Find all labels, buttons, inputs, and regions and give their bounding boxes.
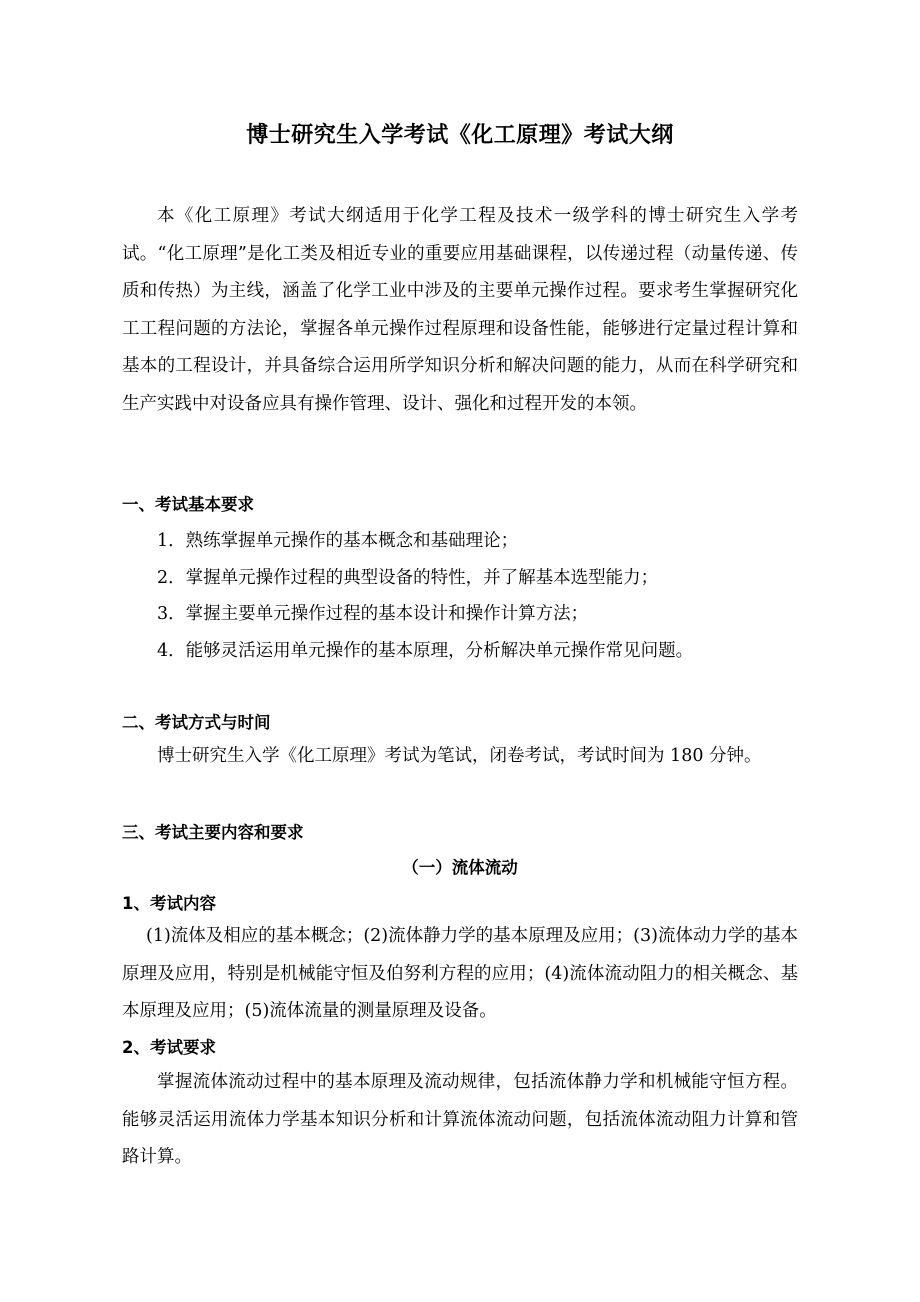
document-title: 博士研究生入学考试《化工原理》考试大纲	[246, 123, 674, 148]
section3-heading: 三、考试主要内容和要求	[122, 823, 304, 842]
exam-format-text: 博士研究生入学《化工原理》考试为笔试，闭卷考试，考试时间为 180 分钟。	[157, 746, 762, 766]
section2-heading: 二、考试方式与时间	[122, 713, 271, 732]
content-heading: 1、考试内容	[122, 894, 216, 913]
requirement-item-1: 1．熟练掌握单元操作的基本概念和基础理论；	[157, 531, 519, 551]
requirement-item-4: 4．能够灵活运用单元操作的基本原理，分析解决单元操作常见问题。	[157, 641, 694, 661]
requirements-paragraph: 掌握流体流动过程中的基本原理及流动规律，包括流体静力学和机械能守恒方程。能够灵活运用流体力学基本知识分析和计算流体流动问题，包括流体流动阻力计算和管路计算。	[122, 1072, 798, 1167]
part1-title: （一）流体流动	[402, 858, 518, 877]
section1-heading: 一、考试基本要求	[122, 495, 254, 514]
requirement-item-3: 3．掌握主要单元操作过程的基本设计和操作计算方法；	[157, 604, 589, 624]
content-paragraph: (1)流体及相应的基本概念；(2)流体静力学的基本原理及应用；(3)流体动力学的基本原理及应用，特别是机械能守恒及伯努利方程的应用；(4)流体流动阻力的相关概念、基本原理及应用；(5)流体流量的测量原理及设备。	[122, 926, 798, 1021]
requirement-item-2: 2．掌握单元操作过程的典型设备的特性，并了解基本选型能力；	[157, 568, 659, 588]
requirements-heading: 2、考试要求	[122, 1038, 216, 1057]
intro-paragraph: 本《化工原理》考试大纲适用于化学工程及技术一级学科的博士研究生入学考试。“化工原理”是化工类及相近专业的重要应用基础课程，以传递过程（动量传递、传质和传热）为主线，涵盖了化学工业中涉及的主要单元操作过程。要求考生掌握研究化工工程问题的方法论，掌握各单元操作过程原理和设备性能，能够进行定量过程计算和基本的工程设计，并具备综合运用所学知识分析和解决问题的能力，从而在科学研究和生产实践中对设备应具有操作管理、设计、强化和过程开发的本领。	[122, 206, 798, 414]
